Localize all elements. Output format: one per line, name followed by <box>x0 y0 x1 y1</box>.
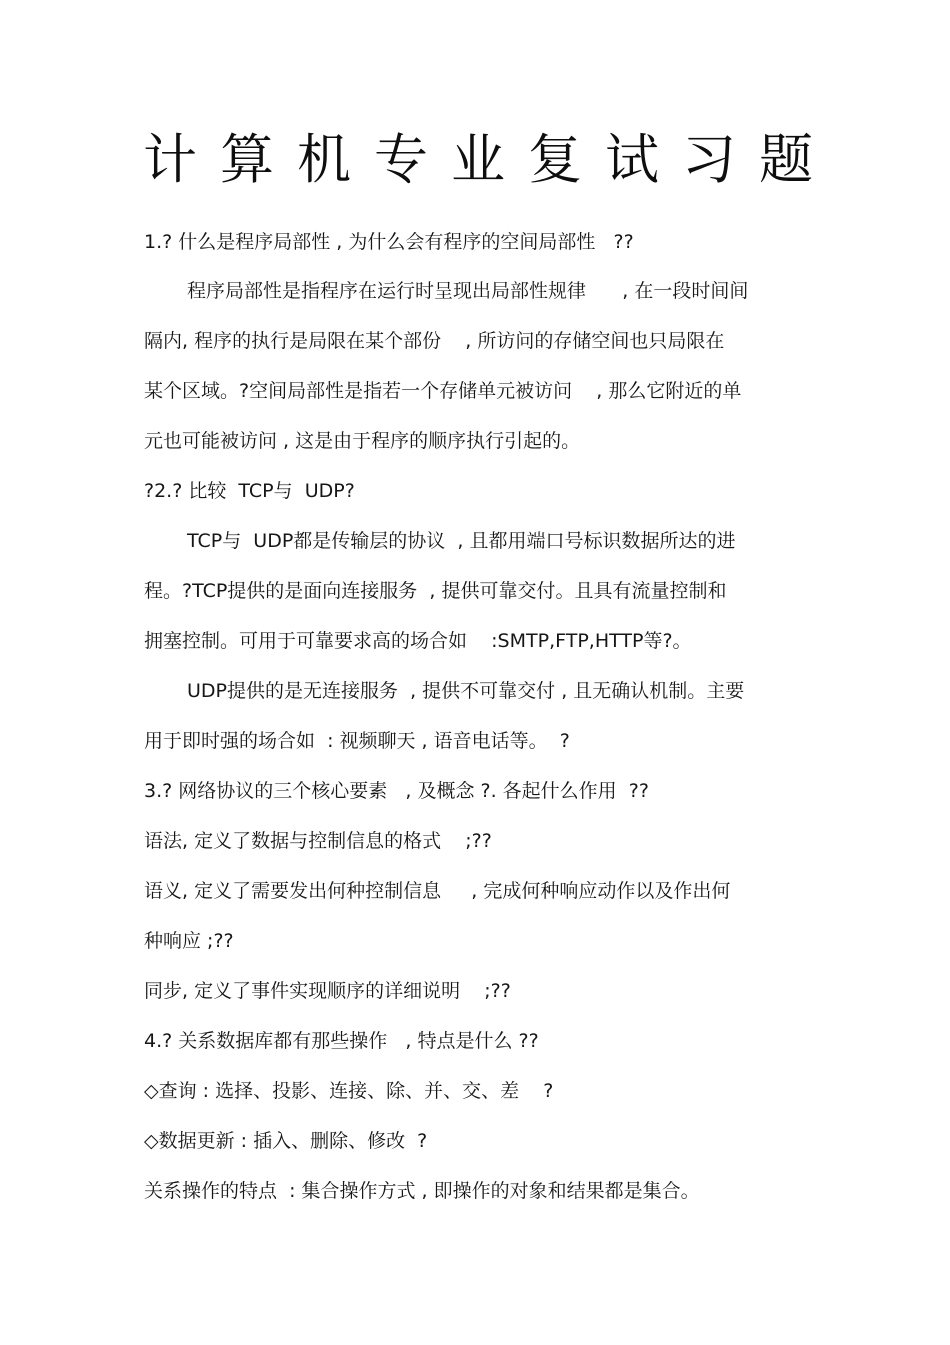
answer-4-line: 关系操作的特点 : 集合操作方式 , 即操作的对象和结果都是集合。 <box>144 1180 700 1202</box>
title-char: 习 <box>682 128 736 191</box>
question-3-heading: 3.? 网络协议的三个核心要素 , 及概念 ?. 各起什么作用 ?? <box>144 780 649 802</box>
question-4-heading: 4.? 关系数据库都有那些操作 , 特点是什么 ?? <box>144 1030 539 1052</box>
answer-2-line: TCP与 UDP都是传输层的协议 , 且都用端口号标识数据所达的进 <box>187 530 736 552</box>
question-2-heading: ?2.? 比较 TCP与 UDP? <box>144 480 355 502</box>
answer-2-line: 拥塞控制。可用于可靠要求高的场合如 :SMTP,FTP,HTTP等?。 <box>144 630 692 652</box>
answer-1-line: 程序局部性是指程序在运行时呈现出局部性规律 , 在一段时间间 <box>187 280 749 302</box>
title-char: 复 <box>528 128 582 191</box>
document-title <box>143 124 813 196</box>
title-char: 算 <box>220 128 274 191</box>
answer-1-line: 元也可能被访问 , 这是由于程序的顺序执行引起的。 <box>144 430 581 452</box>
title-char: 试 <box>605 128 659 191</box>
title-char: 计 <box>143 128 197 191</box>
answer-1-line: 某个区域。?空间局部性是指若一个存储单元被访问 , 那么它附近的单 <box>144 380 742 402</box>
answer-1-line: 隔内, 程序的执行是局限在某个部份 , 所访问的存储空间也只局限在 <box>144 330 725 352</box>
answer-4-line: ◇数据更新 : 插入、删除、修改 ? <box>144 1130 428 1152</box>
title-char: 专 <box>374 128 428 191</box>
question-1-heading: 1.? 什么是程序局部性 , 为什么会有程序的空间局部性 ?? <box>144 231 634 253</box>
title-char: 机 <box>297 128 351 191</box>
answer-2-line: UDP提供的是无连接服务 , 提供不可靠交付 , 且无确认机制。主要 <box>187 680 745 702</box>
title-char: 题 <box>759 128 813 191</box>
answer-3-line: 语法, 定义了数据与控制信息的格式 ;?? <box>144 830 492 852</box>
answer-4-line: ◇查询 : 选择、投影、连接、除、并、交、差 ? <box>144 1080 554 1102</box>
answer-2-line: 用于即时强的场合如 : 视频聊天 , 语音电话等。 ? <box>144 730 570 752</box>
title-char: 业 <box>451 128 505 191</box>
answer-3-line: 语义, 定义了需要发出何种控制信息 , 完成何种响应动作以及作出何 <box>144 880 731 902</box>
answer-3-line: 同步, 定义了事件实现顺序的详细说明 ;?? <box>144 980 511 1002</box>
answer-2-line: 程。?TCP提供的是面向连接服务 , 提供可靠交付。且具有流量控制和 <box>144 580 727 602</box>
answer-3-line: 种响应 ;?? <box>144 930 234 952</box>
